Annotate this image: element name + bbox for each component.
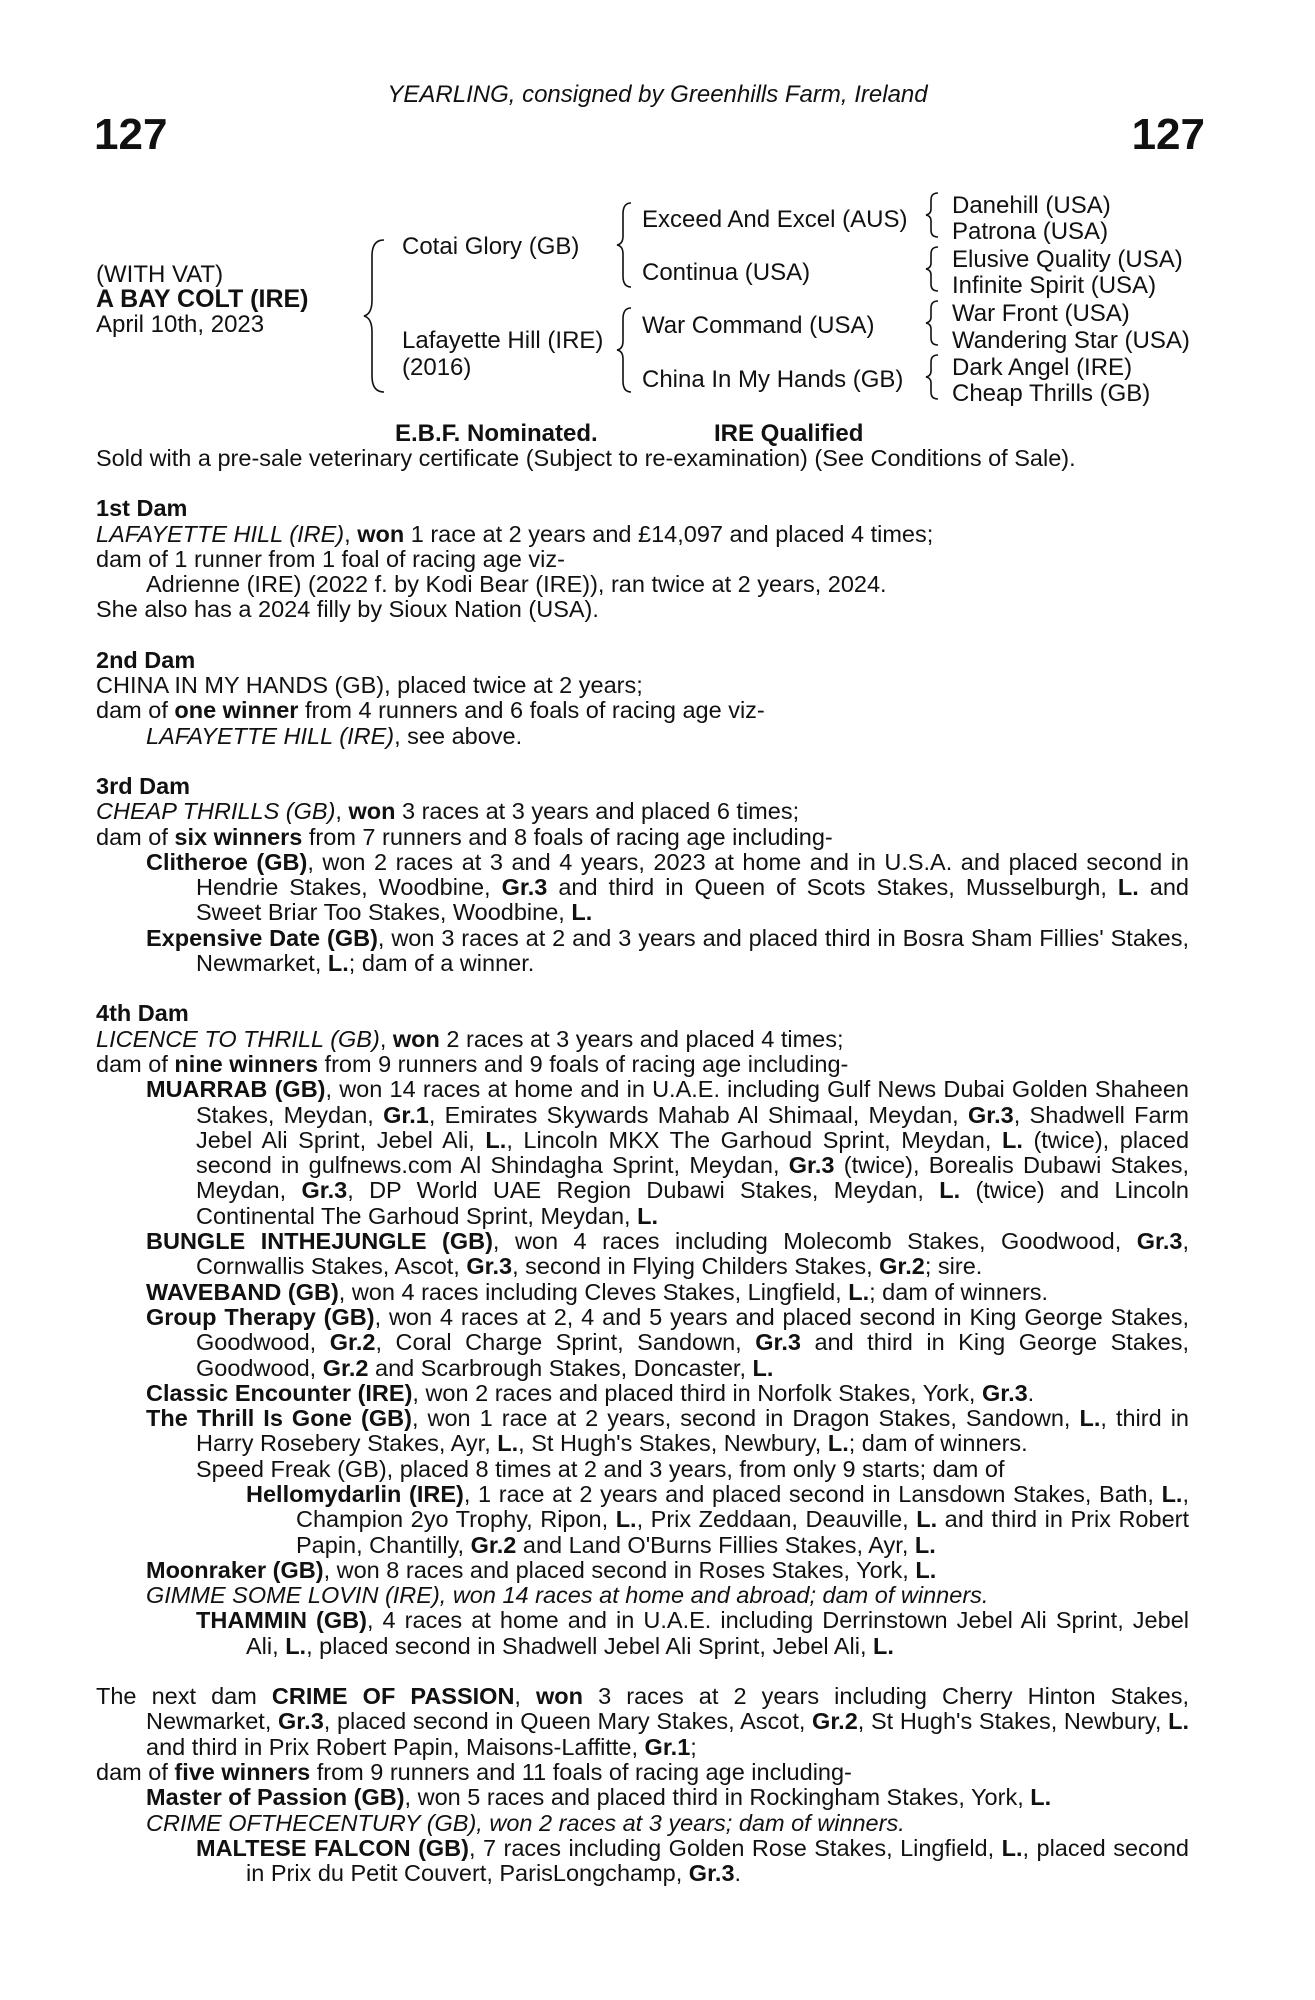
foaling-date: April 10th, 2023 [96, 311, 265, 338]
ggp-3: Elusive Quality (USA) [952, 246, 1183, 273]
dam3-heading: 3rd Dam [96, 772, 191, 799]
dam1-line-2: dam of 1 runner from 1 foal of racing age viz- [96, 545, 565, 572]
dam4-entry-thammin: THAMMIN (GB), 4 races at home and in U.A.E. including Derrinstown Jebel Ali Sprint, Jebel Ali, L., placed second in Shadwell Jebel Ali Sprint, Jebel Ali, L. [196, 1607, 1189, 1659]
dam4-entry-muarrab: MUARRAB (GB), won 14 races at home and in U.A.E. including Gulf News Dubai Golden Shaheen Stakes, Meydan, Gr.1, Emirates Skywards Mahab Al Shimaal, Meydan, Gr.3, Shadwell Farm Jebel Ali Sprint, Jebel Ali, L., Lincoln MKX The Garhoud Sprint, Meydan, L. (twice), placed second in gulfnews.com Al Shindagha Sprint, Meydan, Gr.3 (twice), Borealis Dubawi Stakes, Meydan, Gr.3, DP World UAE Region Dubawi Stakes, Meydan, L. (twice) and Lincoln Continental The Garhoud Sprint, Meydan, L. [146, 1076, 1190, 1229]
pedigree-brace-3 [613, 305, 637, 395]
pedigree-brace-5 [922, 244, 944, 294]
dam4-entry-bungle: BUNGLE INTHEJUNGLE (GB), won 4 races including Molecomb Stakes, Goodwood, Gr.3, Cornwallis Stakes, Ascot, Gr.3, second in Flying Childers Stakes, Gr.2; sire. [146, 1228, 1189, 1280]
ggp-1: Danehill (USA) [952, 192, 1111, 219]
sire-sire: Exceed And Excel (AUS) [642, 206, 908, 233]
pedigree-brace-7 [922, 352, 944, 402]
dam1-line-4: She also has a 2024 filly by Sioux Nation (USA). [96, 596, 599, 623]
next-dam-paragraph: The next dam CRIME OF PASSION, won 3 races at 2 years including Cherry Hinton Stakes, Newmarket, Gr.3, placed second in Queen Mary Stakes, Ascot, Gr.2, St Hugh's Stakes, Newbury, L. and third in Prix Robert Papin, Maisons-Laffitte, Gr.1; [96, 1683, 1189, 1760]
ebf-nominated: E.B.F. Nominated. [395, 420, 598, 447]
dam4-line-1: LICENCE TO THRILL (GB), won 2 races at 3 years and placed 4 times; [96, 1025, 844, 1052]
ggp-7: Dark Angel (IRE) [952, 354, 1133, 381]
vat-label: (WITH VAT) [96, 261, 224, 288]
dam3-entry-1: Clitheroe (GB), won 2 races at 3 and 4 years, 2023 at home and in U.S.A. and placed second in Hendrie Stakes, Woodbine, Gr.3 and third in Queen of Scots Stakes, Musselburgh, L. and Sweet Briar Too Stakes, Woodbine, L. [146, 848, 1190, 926]
dam2-produce: LAFAYETTE HILL (IRE), see above. [146, 722, 523, 749]
horse-name: A BAY COLT (IRE) [96, 285, 309, 313]
dam4-heading: 4th Dam [96, 1000, 189, 1027]
consignor-subtitle: YEARLING, consigned by Greenhills Farm, Ireland [387, 81, 928, 108]
dam1-produce: Adrienne (IRE) (2022 f. by Kodi Bear (IRE)), ran twice at 2 years, 2024. [146, 571, 887, 598]
next-entry-maltese-falcon: MALTESE FALCON (GB), 7 races including Golden Rose Stakes, Lingfield, L., placed second in Prix du Petit Couvert, ParisLongchamp, Gr.3. [196, 1834, 1189, 1887]
dam4-entry-classic-encounter: Classic Encounter (IRE), won 2 races and placed third in Norfolk Stakes, York, Gr.3. [146, 1379, 1035, 1406]
lot-number-left: 127 [94, 110, 168, 159]
sire-name: Cotai Glory (GB) [402, 233, 580, 260]
lot-identity [96, 262, 309, 337]
dam-year: (2016) [402, 354, 472, 381]
dam4-entry-speed-freak: Speed Freak (GB), placed 8 times at 2 and 3 years, from only 9 starts; dam of [196, 1455, 1005, 1482]
dam3-line-1: CHEAP THRILLS (GB), won 3 races at 3 years and placed 6 times; [96, 798, 800, 825]
dam2-line-2: dam of one winner from 4 runners and 6 foals of racing age viz- [96, 697, 765, 724]
ggp-2: Patrona (USA) [952, 218, 1109, 245]
vet-certificate-note: Sold with a pre-sale veterinary certificate (Subject to re-examination) (See Conditions of Sale). [96, 445, 1076, 471]
dam4-entry-waveband: WAVEBAND (GB), won 4 races including Cleves Stakes, Lingfield, L.; dam of winners. [146, 1278, 1049, 1305]
dam4-entry-group-therapy: Group Therapy (GB), won 4 races at 2, 4 and 5 years and placed second in King George Stakes, Goodwood, Gr.2, Coral Charge Sprint, Sandown, Gr.3 and third in King George Stakes, Goodwood, Gr.2 and Scarbrough Stakes, Doncaster, L. [146, 1303, 1189, 1381]
dam4-line-2: dam of nine winners from 9 runners and 9 foals of racing age including- [96, 1050, 849, 1077]
dam1-heading: 1st Dam [96, 495, 188, 522]
dam-dam: China In My Hands (GB) [642, 366, 904, 393]
dam4-entry-moonraker: Moonraker (GB), won 8 races and placed second in Roses Stakes, York, L. [146, 1556, 937, 1583]
dam2-line-1: CHINA IN MY HANDS (GB), placed twice at 2 years; [96, 672, 643, 699]
next-dam-line-2: dam of five winners from 9 runners and 11 foals of racing age including- [96, 1758, 852, 1785]
dam2-heading: 2nd Dam [96, 646, 196, 673]
dam1-line-1: LAFAYETTE HILL (IRE), won 1 race at 2 years and £14,097 and placed 4 times; [96, 520, 934, 547]
catalogue-body [96, 446, 1189, 1886]
pedigree-brace-1 [360, 236, 390, 396]
pedigree-brace-6 [922, 298, 944, 348]
next-entry-master-of-passion: Master of Passion (GB), won 5 races and placed third in Rockingham Stakes, York, L. [146, 1784, 1052, 1811]
pedigree-brace-4 [922, 190, 944, 240]
ggp-8: Cheap Thrills (GB) [952, 380, 1151, 407]
sire-dam: Continua (USA) [642, 259, 811, 286]
pedigree-brace-2 [613, 200, 637, 290]
ire-qualified: IRE Qualified [714, 420, 864, 447]
dam-name: Lafayette Hill (IRE) [402, 327, 604, 354]
dam-sire: War Command (USA) [642, 312, 875, 339]
lot-number-right: 127 [1131, 110, 1205, 159]
dam4-entry-thrill-is-gone: The Thrill Is Gone (GB), won 1 race at 2 years, second in Dragon Stakes, Sandown, L., third in Harry Rosebery Stakes, Ayr, L., St Hugh's Stakes, Newbury, L.; dam of winners. [146, 1405, 1189, 1457]
ggp-5: War Front (USA) [952, 300, 1130, 327]
dam4-entry-gimme-some-lovin: GIMME SOME LOVIN (IRE), won 14 races at home and abroad; dam of winners. [146, 1582, 989, 1609]
dam3-entry-2: Expensive Date (GB), won 3 races at 2 and 3 years and placed third in Bosra Sham Fillies' Stakes, Newmarket, L.; dam of a winner. [146, 924, 1190, 977]
ggp-4: Infinite Spirit (USA) [952, 272, 1157, 299]
dam3-line-2: dam of six winners from 7 runners and 8 foals of racing age including- [96, 823, 833, 850]
dam4-entry-hellomydarlin: Hellomydarlin (IRE), 1 race at 2 years and placed second in Lansdown Stakes, Bath, L., Champion 2yo Trophy, Ripon, L., Prix Zeddaan, Deauville, L. and third in Prix Robert Papin, Chantilly, Gr.2 and Land O'Burns Fillies Stakes, Ayr, L. [246, 1480, 1189, 1558]
ggp-6: Wandering Star (USA) [952, 327, 1190, 354]
next-entry-crime-of-the-century: CRIME OFTHECENTURY (GB), won 2 races at 3 years; dam of winners. [146, 1809, 905, 1836]
